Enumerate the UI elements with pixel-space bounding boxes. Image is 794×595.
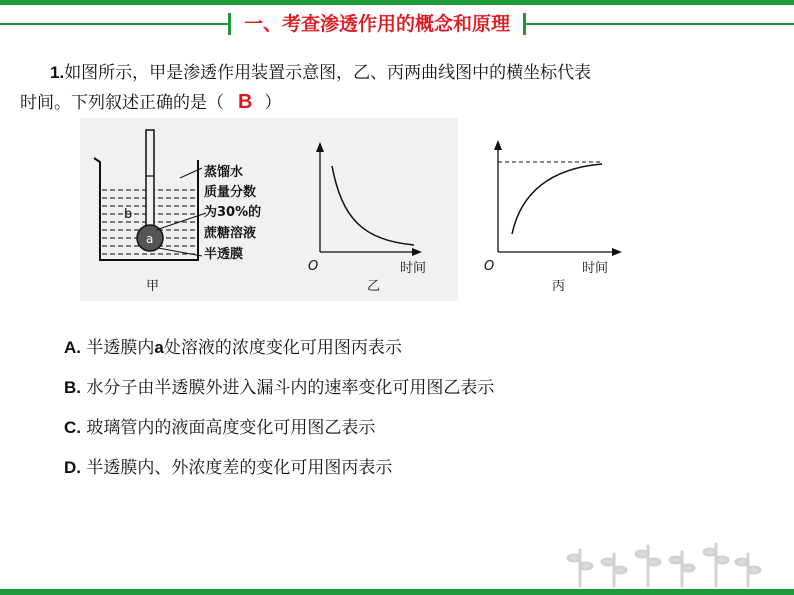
top-accent-bar [0, 0, 794, 5]
answer-options [64, 333, 494, 493]
bing-y-arrow [494, 140, 502, 150]
label-30-percent: 为30%的 [204, 205, 262, 220]
question-line-1 [20, 58, 770, 88]
bing-x-arrow [612, 248, 622, 256]
option-d[interactable] [64, 453, 494, 493]
option-c-letter: C. [64, 418, 81, 437]
question-text-3: ） [264, 93, 282, 113]
bing-curve [512, 164, 602, 234]
point-a-label: a [146, 232, 154, 246]
option-a-text-post: 处溶液的浓度变化可用图丙表示 [163, 338, 402, 358]
option-a-text-pre: 半透膜内 [86, 338, 155, 358]
label-semipermeable-membrane: 半透膜 [204, 247, 244, 262]
beaker-diagram [94, 130, 261, 294]
answer-letter: B [238, 91, 253, 113]
diagram-label-jia: 甲 [146, 279, 160, 294]
yi-x-label: 时间 [400, 261, 427, 276]
graph-yi [308, 142, 426, 294]
section-title: 一、考查渗透作用的概念和原理 [243, 13, 510, 35]
label-distilled-water: 蒸馏水 [204, 165, 244, 180]
option-d-text: 半透膜内、外浓度差的变化可用图丙表示 [86, 458, 393, 478]
option-a-text-bold: a [154, 338, 164, 357]
question-number: 1. [50, 63, 65, 82]
option-b-text: 水分子由半透膜外进入漏斗内的速率变化可用图乙表示 [86, 378, 495, 398]
bing-x-label: 时间 [582, 261, 609, 276]
option-c-text: 玻璃管内的液面高度变化可用图乙表示 [86, 418, 376, 438]
question-line-2 [20, 88, 770, 118]
option-d-letter: D. [64, 458, 81, 477]
yi-x-arrow [412, 248, 422, 256]
question-text-1: 如图所示，甲是渗透作用装置示意图，乙、丙两曲线图中的横坐标代表 [64, 63, 592, 83]
title-band [0, 13, 794, 35]
graph-bing [470, 130, 630, 300]
option-c[interactable] [64, 413, 494, 453]
label-mass-fraction: 质量分数 [204, 185, 257, 200]
label-sucrose-solution: 蔗糖溶液 [204, 226, 257, 241]
bing-origin: O [484, 259, 495, 274]
yi-y-arrow [316, 142, 324, 152]
diagram-label-bing: 丙 [552, 279, 566, 294]
plant-decoration [566, 540, 766, 588]
glass-tube [146, 130, 154, 226]
option-a-letter: A. [64, 338, 81, 357]
option-b[interactable] [64, 373, 494, 413]
figure-diagrams [80, 118, 458, 301]
option-b-letter: B. [64, 378, 81, 397]
diagram-label-yi: 乙 [367, 279, 381, 294]
question-text-2: 时间。下列叙述正确的是（ [20, 93, 224, 113]
option-a[interactable] [64, 333, 494, 373]
yi-curve [332, 166, 414, 245]
yi-origin: O [308, 259, 319, 274]
bottom-accent-bar [0, 589, 794, 595]
point-b-label: b [124, 207, 133, 222]
beaker-labels [204, 164, 261, 262]
question-stem [20, 58, 770, 118]
